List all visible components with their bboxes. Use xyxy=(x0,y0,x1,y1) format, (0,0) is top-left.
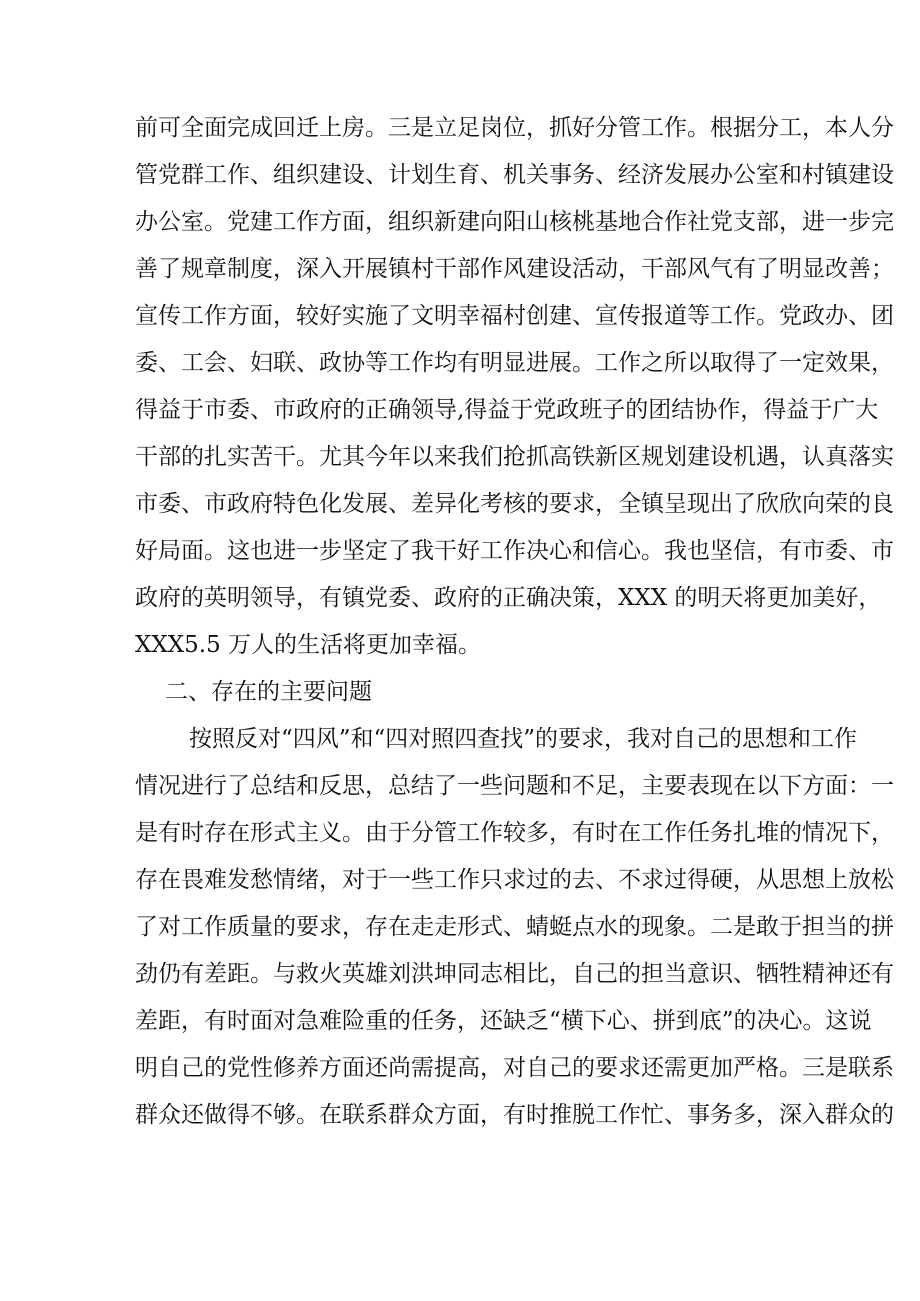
paragraph-line: 了对工作质量的要求，存在走走形式、蜻蜓点水的现象。二是敢于担当的拼 xyxy=(135,914,894,940)
paragraph-line: 存在畏难发愁情绪，对于一些工作只求过的去、不求过得硬，从思想上放松 xyxy=(135,867,894,893)
section-heading: 二、存在的主要问题 xyxy=(165,679,372,705)
paragraph-line: 办公室。党建工作方面，组织新建向阳山核桃基地合作社党支部，进一步完 xyxy=(135,209,894,235)
paragraph-line: XXX5.5 万人的生活将更加幸福。 xyxy=(135,632,482,658)
paragraph-line: 市委、市政府特色化发展、差异化考核的要求，全镇呈现出了欣欣向荣的良 xyxy=(135,491,894,517)
paragraph-line: 按照反对“四风”和“四对照四查找”的要求，我对自己的思想和工作 xyxy=(189,726,858,752)
paragraph-line: 善了规章制度，深入开展镇村干部作风建设活动，干部风气有了明显改善； xyxy=(135,256,894,282)
paragraph-line: 宣传工作方面，较好实施了文明幸福村创建、宣传报道等工作。党政办、团 xyxy=(135,303,894,329)
paragraph-line: 委、工会、妇联、政协等工作均有明显进展。工作之所以取得了一定效果， xyxy=(135,350,894,376)
paragraph-line: 劲仍有差距。与救火英雄刘洪坤同志相比，自己的担当意识、牺牲精神还有 xyxy=(135,961,894,987)
paragraph-line: 管党群工作、组织建设、计划生育、机关事务、经济发展办公室和村镇建设 xyxy=(135,162,894,188)
paragraph-line: 明自己的党性修养方面还尚需提高，对自己的要求还需更加严格。三是联系 xyxy=(135,1055,894,1081)
paragraph-line: 干部的扎实苦干。尤其今年以来我们抢抓高铁新区规划建设机遇，认真落实 xyxy=(135,444,894,470)
paragraph-line: 群众还做得不够。在联系群众方面，有时推脱工作忙、事务多，深入群众的 xyxy=(135,1102,894,1128)
paragraph-line: 政府的英明领导，有镇党委、政府的正确决策，XXX 的明天将更加美好， xyxy=(135,585,882,611)
paragraph-line: 得益于市委、市政府的正确领导,得益于党政班子的团结协作，得益于广大 xyxy=(135,397,879,423)
paragraph-line: 好局面。这也进一步坚定了我干好工作决心和信心。我也坚信，有市委、市 xyxy=(135,538,894,564)
paragraph-line: 情况进行了总结和反思，总结了一些问题和不足，主要表现在以下方面：一 xyxy=(135,773,894,799)
paragraph-line: 前可全面完成回迁上房。三是立足岗位，抓好分管工作。根据分工，本人分 xyxy=(135,115,894,141)
paragraph-line: 差距，有时面对急难险重的任务，还缺乏“横下心、拼到底”的决心。这说 xyxy=(135,1008,872,1034)
paragraph-line: 是有时存在形式主义。由于分管工作较多，有时在工作任务扎堆的情况下， xyxy=(135,820,894,846)
